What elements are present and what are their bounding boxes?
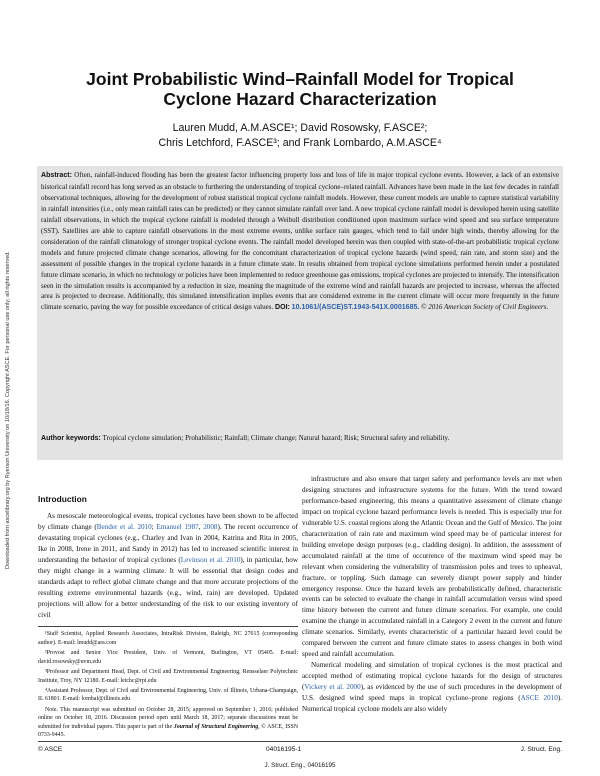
body-text: , [198,522,204,531]
footer-publisher: © ASCE [38,746,63,753]
title-line-2: Cyclone Hazard Characterization [163,89,437,109]
intro-paragraph-left [38,511,298,621]
citation-link[interactable]: Vickery et al. 2000 [304,683,361,692]
author-list [40,121,560,151]
footnote: ¹Staff Scientist, Applied Research Associates, IntraRisk Division, Raleigh, NC 27615 (corresponding author). E-mail: lmudd@ara.com [38,631,298,646]
body-text: As mesoscale meteorological events, tropical cyclones have been shown to be affected by climate change ( [38,511,298,531]
citation-link[interactable]: Emanuel 1987 [156,522,199,531]
download-sidebar-note [3,150,13,670]
copyright-text: © 2016 American Society of Civil Engineers. [421,303,549,312]
footer-article-number: 04016195-1 [266,746,302,753]
doi-label: DOI: [275,304,290,312]
footnotes [38,630,298,703]
right-column [302,474,562,715]
footnote-divider [38,626,298,627]
note-end: , © ASCE, ISSN 0733-9445. [38,723,299,738]
abstract-label: Abstract: [41,172,72,179]
body-text: Numerical modeling and simulation of tropical cyclones is the most practical and accepted method of estimating tropical cyclone hazards for the design of structures ( [302,661,562,692]
authors-line-1: Lauren Mudd, A.M.ASCE¹; David Rosowsky, F.ASCE²; [172,122,428,134]
footnote: ²Provost and Senior Vice President, Univ. of Vermont, Burlington, VT 05405. E-mail: david.rosowsky@uvm.edu [38,650,298,665]
keywords-label: Author keywords: [41,435,101,442]
citation-link[interactable]: ASCE 2010 [520,694,558,703]
body-text: ). The recent occurrence of devastating tropical cyclones (e.g., Charley and Ivan in 2004, Katrina and Rita in 2005, Ike in 2008, Irene in 2011, and Sandy in 2012) has led to increased scientific interest in understanding the behavior of tropical cyclones ( [38,522,298,564]
sidebar-text: Downloaded from ascelibrary.org by Ryerson University on 10/18/16. Copyright ASCE. For personal use only; all rights reserved. [5,251,11,569]
journal-name: Journal of Structural Engineering [173,723,259,730]
page-citation: J. Struct. Eng., 04016195 [264,762,336,769]
body-text: ), in particular, how they might change in a warming climate. It will be essential that design codes and standards adapt to reflect global climate change and that more accurate projections of the resulting extreme environmental hazards (e.g., wind, rain) are developed. Updated projections will allow for a better understanding of the risk to our existing inventory of civil [38,555,298,619]
intro-paragraph-right [302,474,562,715]
note-text: Note. This manuscript was submitted on October 28, 2015; approved on September 1, 2016; published online on October 18, 2016. Discussion period open until March 18, 2017; separate discussions must be submitted for individual papers. This paper is part of the [38,706,298,730]
abstract-text: Often, rainfall-induced flooding has been the greatest factor influencing property loss and loss of life in major tropical cyclone events. However, a lack of an extensive historical rainfall record has long served as an obstacle to furthering the understanding of tropical cyclone–related rainfall. Advances have been made in the last few decades in rainfall observational techniques, allowing for the development of robust statistical tropical cyclone rainfall models. However, these current models are unable to capture statistical variability in rainfall intensities (i.e., only mean rainfall rates can be predicted) or they cannot simulate rainfall over land. A new tropical cyclone rainfall model is developed herein using satellite rainfall observations, in which the tropical cyclone rainfall is modeled through a Weibull distribution conditioned upon maximum surface wind speed and sea surface temperature (SST). Satellites are able to capture rainfall observations in the most extreme events, unlike surface rain gauges, which tend to fail under high winds, thereby allowing for the consideration of the rainfall climatology of stronger tropical cyclone events. The rainfall model developed herein was then coupled with state-of-the-art probabilistic tropical cyclone models and future projected climate change scenarios, allowing for the concomitant characterization of tropical cyclone hazards (wind speed, rain rate, and storm size) and the assessment of possible changes in the tropical cyclone hazards in a future climate state. In results obtained from tropical cyclone simulations performed herein under a postulated future climate scenario, in which no technology or policies have been implemented to reduce greenhouse gas emissions, tropical cyclones are projected to intensify. The intensification seen in the simulation results is accompanied by a reduction in size, meaning the magnitude of the extreme wind and rainfall hazards are projected to increase, whereas the affected area is projected to decrease. Additionally, this simulated intensification implies events that are considered extreme in the current climate will occur more frequently in the future climate scenario, paving the way for possible exceedance of critical design values. [41,171,559,312]
section-heading-introduction: Introduction [38,494,87,504]
citation-link[interactable]: Levinson et al. 2010 [180,555,241,564]
title-line-1: Joint Probabilistic Wind–Rainfall Model for Tropical [86,69,514,89]
citation-link[interactable]: 2008 [203,522,218,531]
keywords-text: Tropical cyclone simulation; Probabilistic; Rainfall; Climate change; Natural hazard; Risk; Structural safety and reliability. [102,434,450,442]
body-text: ). Numerical tropical cyclone models are also widely [302,694,562,714]
manuscript-note [38,706,298,740]
page-title [40,69,560,109]
authors-line-2: Chris Letchford, F.ASCE³; and Frank Lombardo, A.M.ASCE⁴ [158,137,442,149]
doi-link[interactable]: 10.1061/(ASCE)ST.1943-541X.0001685. [291,304,420,312]
footer-divider [38,741,562,742]
citation-link[interactable]: Bender et al. 2010 [96,522,152,531]
footnote: ³Professor and Department Head, Dept. of Civil and Environmental Engineering, Rensselaer Polytechnic Institute, Troy, NY 12180. E-mail: letchc@rpi.edu [38,669,298,684]
body-text: ), as evidenced by the use of such procedures in the development of U.S. designed wind speed maps in tropical cyclone–prone regions ( [302,683,563,703]
author-keywords [41,433,559,445]
abstract [41,170,559,314]
left-column [38,474,298,739]
body-text: ; [151,522,157,531]
body-text: infrastructure and also ensure that target safety and performance levels are met when designing structures and infrastructure systems for the future. With the trend toward performance-based engineering, this means a quantitative assessment of climate change impact on tropical cyclone hazard performance levels is needed. This is especially true for vulnerable U.S. coastal regions along the Atlantic Ocean and the Gulf of Mexico. The joint characterization of rain rate and maximum wind speed may be of particular interest for building envelope design purposes (e.g., cladding design). In addition, the assessment of accumulated rainfall at the time of occurrence of the maximum wind speed may be relevant when considering the vulnerability of transmission poles and trees to upheaval, fracture, or toppling. Such damage can severely disrupt power supply and hinder emergency response. Once the hazard levels are probabilistically defined, characteristic events can be selected to evaluate the change in rainfall accumulation versus wind speed time history between the current and future climate scenarios. For example, one could examine the change in accumulated rainfall in a Category 2 event in the current and future climate scenarios. Similarly, events characteristic of a particular hazard level could be compared between the current and future climate states to assess changes in both wind speed and rainfall accumulation. [302,475,562,659]
footer-journal: J. Struct. Eng. [520,746,562,753]
footnote: ⁴Assistant Professor, Dept. of Civil and Environmental Engineering, Univ. of Illinois, Urbana-Champaign, IL 61801. E-mail: lombaf@illinois.edu [38,687,298,703]
